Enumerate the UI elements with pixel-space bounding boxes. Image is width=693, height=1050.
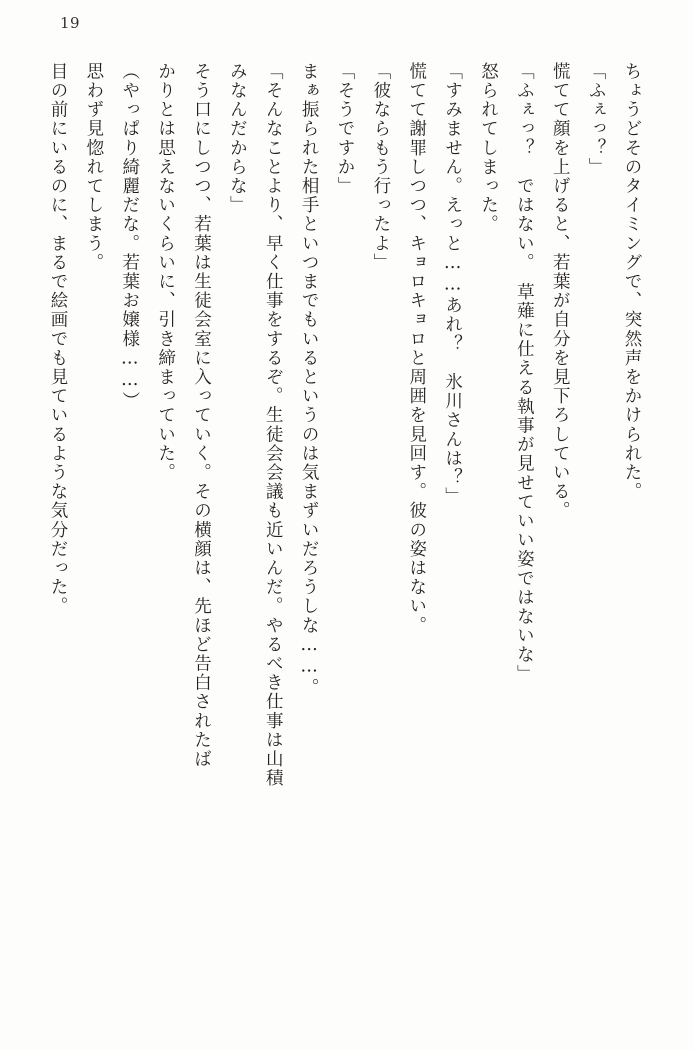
paragraph: ちょうどそのタイミングで、突然声をかけられた。 — [622, 62, 642, 502]
paragraph: 目の前にいるのに、まるで絵画でも見ているような気分だった。 — [48, 62, 68, 616]
paragraph: 怒られてしまった。 — [478, 62, 499, 234]
paragraph: 「彼ならもう行ったよ」 — [370, 62, 391, 273]
paragraph: そう口にしつつ、若葉は生徒会室に入っていく。その横顔は、先ほど告白されたば — [191, 62, 212, 769]
paragraph: 「すみません。えっと……あれ？ 氷川さんは？」 — [442, 62, 463, 507]
paragraph: （やっぱり綺麗だな。若葉お嬢様……） — [119, 62, 140, 411]
paragraph: 「ふぇっ？ ではない。 草薙に仕える執事が見せていい姿ではないな」 — [514, 62, 535, 684]
paragraph: 思わず見惚れてしまう。 — [83, 62, 104, 273]
paragraph: 慌てて謝罪しつつ、キョロキョロと周囲を見回す。彼の姿はない。 — [406, 62, 427, 635]
paragraph: 慌てて顔を上げると、若葉が自分を見下ろしている。 — [550, 62, 571, 521]
body-text — [34, 62, 649, 1016]
paragraph: 「ふぇっ？」 — [586, 62, 607, 177]
page-number: 19 — [60, 14, 81, 32]
paragraph: 「そうですか」 — [335, 62, 355, 196]
paragraph: まぁ振られた相手といつまでもいるというのは気まずいだろうしな……。 — [299, 62, 320, 698]
paragraph: 「そんなことより、早く仕事をするぞ。生徒会会議も近いんだ。やるべき仕事は山積 — [263, 62, 284, 788]
paragraph: みなんだからな」 — [227, 62, 248, 215]
paragraph: かりとは思えないくらいに、引き締まっていた。 — [155, 62, 176, 483]
